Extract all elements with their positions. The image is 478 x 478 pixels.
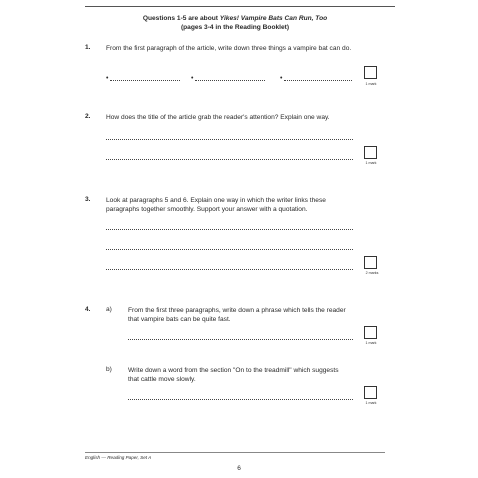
q4b-answer-line[interactable] <box>128 399 353 400</box>
footer-text: English — Reading Paper, Set A <box>85 455 152 460</box>
question-3-number: 3. <box>85 196 91 203</box>
q2-mark-box[interactable] <box>364 146 377 159</box>
q2-answer-line-1[interactable] <box>106 139 353 140</box>
header-line-2: (pages 3-4 in the Reading Booklet) <box>180 24 290 31</box>
q2-answer-line-2[interactable] <box>106 159 353 160</box>
q3-answer-line-2[interactable] <box>106 249 353 250</box>
q1-answer-line-2[interactable] <box>195 80 265 81</box>
section-header <box>100 14 370 32</box>
top-rule <box>85 6 395 7</box>
question-1-text: From the first paragraph of the article, write down three things a vampire bat can do. <box>106 45 352 52</box>
q4b-mark-box[interactable] <box>364 386 377 399</box>
q4b-mark-label: 1 mark <box>365 401 377 405</box>
header-prefix: Questions 1-5 are about <box>142 15 218 22</box>
q4a-answer-line[interactable] <box>128 339 353 340</box>
q4b-text: Write down a word from the section "On to the treadmill" which suggests that cattle move slowly. <box>128 367 339 383</box>
question-4-number: 4. <box>85 306 91 313</box>
question-2-number: 2. <box>85 113 91 120</box>
q2-mark-label: 1 mark <box>365 161 377 165</box>
page-number: 6 <box>237 465 241 472</box>
q1-bullet-3: • <box>280 75 283 82</box>
q3-answer-line-3[interactable] <box>106 269 353 270</box>
question-2-text: How does the title of the article grab the reader's attention? Explain one way. <box>106 114 330 121</box>
q4a-text: From the first three paragraphs, write down a phrase which tells the reader that vampire bats can be quite fast. <box>128 307 346 323</box>
q3-mark-label: 2 marks <box>365 271 379 275</box>
q4a-label: a) <box>106 306 112 313</box>
q3-answer-line-1[interactable] <box>106 229 353 230</box>
q1-answer-line-3[interactable] <box>284 80 352 81</box>
q3-mark-box[interactable] <box>364 256 377 269</box>
q4a-mark-label: 1 mark <box>365 341 377 345</box>
footer-rule <box>85 452 385 453</box>
q1-mark-label: 1 mark <box>365 82 377 86</box>
article-title: Yikes! Vampire Bats Can Run, Too <box>219 15 328 22</box>
q1-bullet-1: • <box>106 75 109 82</box>
question-1-number: 1. <box>85 44 91 51</box>
q1-mark-box[interactable] <box>364 66 377 79</box>
q1-bullet-2: • <box>191 75 194 82</box>
q4b-label: b) <box>106 366 112 373</box>
question-3-text: Look at paragraphs 5 and 6. Explain one way in which the writer links these paragraphs together smoothly. Support your answer with a quotation. <box>106 197 326 213</box>
q1-answer-line-1[interactable] <box>110 80 180 81</box>
q4a-mark-box[interactable] <box>364 326 377 339</box>
header-line-1 <box>100 14 370 23</box>
